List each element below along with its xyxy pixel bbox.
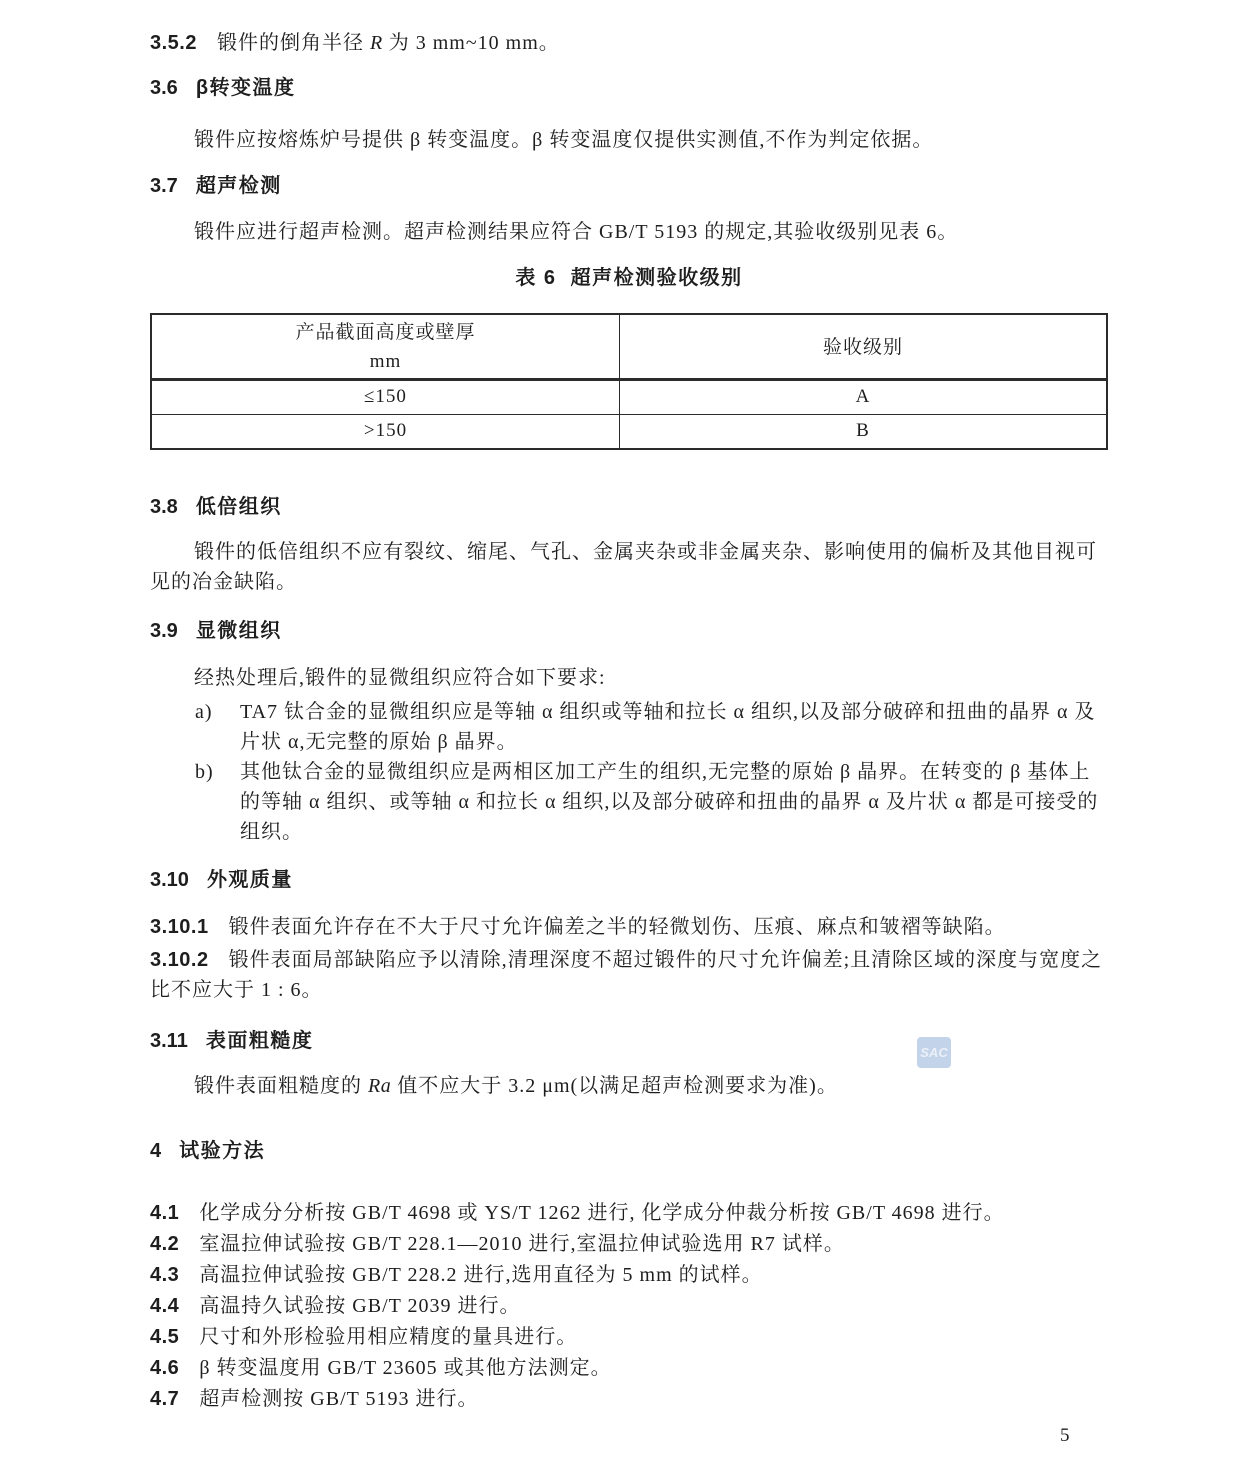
clause-number: 4.7 [150, 1388, 180, 1410]
clause-number: 4.4 [150, 1295, 180, 1317]
clause-text: 为 3 mm~10 mm。 [382, 32, 560, 54]
page-number: 5 [1060, 1425, 1070, 1446]
table6-caption: 表 6 超声检测验收级别 [515, 267, 743, 289]
clause-4-4 [150, 1291, 1108, 1321]
heading-number: 3.10 [150, 869, 189, 891]
clause-text: 超声检测按 GB/T 5193 进行。 [199, 1388, 479, 1410]
page-content [150, 0, 1108, 1414]
para-3-6: 锻件应按熔炼炉号提供 β 转变温度。β 转变温度仅提供实测值,不作为判定依据。 [194, 129, 934, 151]
list-text: TA7 钛合金的显微组织应是等轴 α 组织或等轴和拉长 α 组织,以及部分破碎和扭曲的晶界 α 及片状 α,无完整的原始 β 晶界。 [240, 701, 1096, 753]
para-3-9-intro: 经热处理后,锻件的显微组织应符合如下要求: [194, 667, 606, 689]
table6 [150, 313, 1108, 450]
clause-text: 值不应大于 3.2 μm(以满足超声检测要求为准)。 [391, 1075, 838, 1097]
list-item-b [195, 757, 1108, 847]
heading-3-10 [150, 865, 1108, 895]
clause-4-5 [150, 1322, 1108, 1352]
list-item-a [195, 697, 1108, 757]
clause-3-10-1 [150, 912, 1108, 942]
clause-number: 4.1 [150, 1202, 180, 1224]
table-header-col2: 验收级别 [619, 314, 1107, 379]
heading-title: 试验方法 [179, 1140, 266, 1162]
clause-text: 化学成分分析按 GB/T 4698 或 YS/T 1262 进行, 化学成分仲裁分析按 GB/T 4698 进行。 [199, 1202, 1005, 1224]
table-row [151, 379, 1107, 414]
clause-text: 尺寸和外形检验用相应精度的量具进行。 [199, 1326, 578, 1348]
table-header-row [151, 314, 1107, 379]
heading-title: 低倍组织 [195, 496, 282, 518]
clause-text: β 转变温度用 GB/T 23605 或其他方法测定。 [199, 1357, 612, 1379]
heading-3-11 [150, 1026, 1108, 1056]
table6-header [151, 314, 1107, 379]
clause-text: 锻件表面局部缺陷应予以清除,清理深度不超过锻件的尺寸允许偏差;且清除区域的深度与宽度之比不应大于 1 : 6。 [150, 949, 1103, 1001]
heading-number: 4 [150, 1140, 162, 1162]
clause-3-5-2 [150, 28, 1108, 58]
heading-title: 表面粗糙度 [205, 1030, 314, 1052]
clause-4-1 [150, 1198, 1108, 1228]
clause-4-2 [150, 1229, 1108, 1259]
para-3-11 [150, 1071, 1108, 1101]
heading-title: β转变温度 [195, 77, 296, 99]
clause-list-4 [150, 1198, 1108, 1414]
table-header-col1-unit: mm [369, 351, 402, 373]
table-header-col1-line1: 产品截面高度或壁厚 [295, 322, 476, 344]
clause-number: 4.2 [150, 1233, 180, 1255]
heading-3-7 [150, 171, 1108, 201]
clause-text: 室温拉伸试验按 GB/T 228.1—2010 进行,室温拉伸试验选用 R7 试样。 [199, 1233, 845, 1255]
clause-text: 高温持久试验按 GB/T 2039 进行。 [199, 1295, 521, 1317]
clause-number: 4.3 [150, 1264, 180, 1286]
clause-number: 4.5 [150, 1326, 180, 1348]
table-cell-range: ≤150 [151, 379, 619, 414]
heading-title: 外观质量 [206, 869, 293, 891]
clause-text: 锻件表面粗糙度的 [194, 1075, 368, 1097]
clause-number: 3.5.2 [150, 32, 197, 54]
table-cell-grade: B [619, 414, 1107, 449]
table-row [151, 414, 1107, 449]
para-3-8: 锻件的低倍组织不应有裂纹、缩尾、气孔、金属夹杂或非金属夹杂、影响使用的偏析及其他目视可见的冶金缺陷。 [150, 541, 1097, 593]
variable-Ra: Ra [368, 1075, 392, 1097]
heading-4 [150, 1136, 1108, 1166]
clause-number: 3.10.2 [150, 949, 209, 971]
table6-body [151, 379, 1107, 449]
clause-text: 锻件的倒角半径 [216, 32, 370, 54]
heading-number: 3.6 [150, 77, 178, 99]
clause-4-7 [150, 1384, 1108, 1414]
clause-number: 4.6 [150, 1357, 180, 1379]
ordered-list-3-9 [150, 697, 1108, 847]
sac-watermark-logo [917, 1037, 951, 1068]
clause-4-6 [150, 1353, 1108, 1383]
list-marker: a) [195, 701, 213, 723]
heading-number: 3.9 [150, 620, 178, 642]
heading-title: 显微组织 [195, 620, 282, 642]
clause-text: 锻件表面允许存在不大于尺寸允许偏差之半的轻微划伤、压痕、麻点和皱褶等缺陷。 [228, 916, 1006, 938]
clause-3-10-2 [150, 945, 1108, 1005]
list-text: 其他钛合金的显微组织应是两相区加工产生的组织,无完整的原始 β 晶界。在转变的 β 基体上的等轴 α 组织、或等轴 α 和拉长 α 组织,以及部分破碎和扭曲的晶界 α 及片状 α 都是可接受的组织。 [240, 761, 1099, 843]
heading-3-9 [150, 616, 1108, 646]
clause-4-3 [150, 1260, 1108, 1290]
clause-text: 高温拉伸试验按 GB/T 228.2 进行,选用直径为 5 mm 的试样。 [199, 1264, 763, 1286]
heading-number: 3.11 [150, 1030, 188, 1052]
heading-number: 3.8 [150, 496, 178, 518]
sac-watermark-text: SAC [920, 1045, 948, 1060]
para-3-7: 锻件应进行超声检测。超声检测结果应符合 GB/T 5193 的规定,其验收级别见表 6。 [194, 221, 959, 243]
table-cell-range: >150 [363, 420, 408, 442]
heading-3-6 [150, 73, 1108, 103]
heading-3-8 [150, 492, 1108, 522]
table-header-col1 [151, 314, 619, 379]
heading-number: 3.7 [150, 175, 178, 197]
list-marker: b) [195, 761, 214, 783]
variable-R: R [369, 32, 383, 54]
clause-number: 3.10.1 [150, 916, 209, 938]
heading-title: 超声检测 [195, 175, 282, 197]
table-cell-grade: A [619, 379, 1107, 414]
